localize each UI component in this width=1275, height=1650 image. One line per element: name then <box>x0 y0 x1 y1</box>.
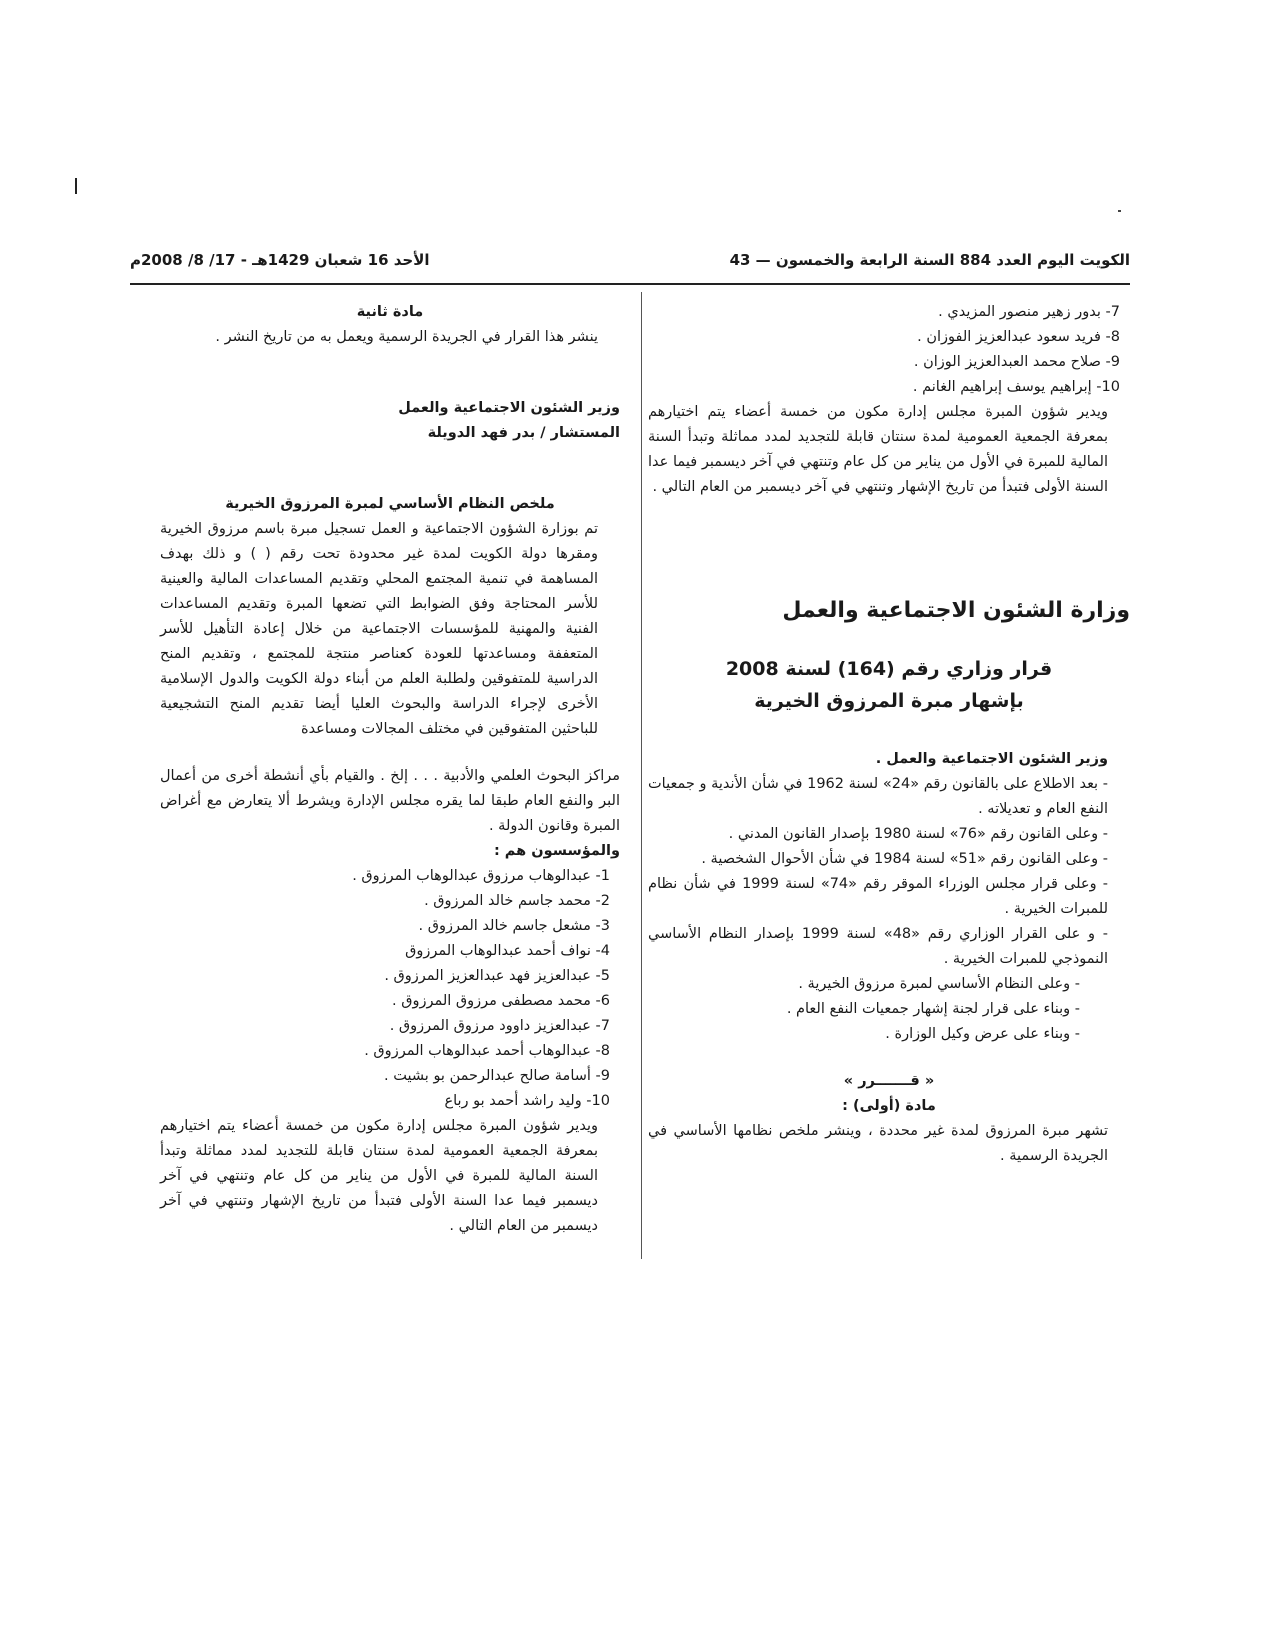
header-rule <box>130 283 1130 285</box>
member-item: 8- فريد سعود عبدالعزيز الفوزان . <box>917 329 1120 345</box>
founder-item: 7- عبدالعزيز داوود مرزوق المرزوق . <box>389 1018 610 1034</box>
scan-speck <box>1118 210 1121 212</box>
page-header <box>130 247 1130 273</box>
recital: - وعلى النظام الأساسي لمبرة مرزوق الخيرية . <box>798 976 1080 992</box>
header-date: الأحد 16 شعبان 1429هـ - 17/ 8/ 2008م <box>130 251 430 269</box>
signature-title: وزير الشئون الاجتماعية والعمل <box>398 400 620 416</box>
decides-heading: « قـــــــرر » <box>843 1073 935 1089</box>
board-paragraph: ويدير شؤون المبرة مجلس إدارة مكون من خمسة أعضاء يتم اختيارهم بمعرفة الجمعية العمومية لمدة سنتان قابلة للتجديد لمدد مماثلة وتبدأ السنة المالية للمبرة في الأول من يناير من كل عام وتنتهي في آخر ديسمبر فيما عدا السنة الأولى فتبدأ من تاريخ الإشهار وتنتهي في آخر ديسمبر من العام التالي . <box>648 404 1108 495</box>
summary-paragraph-continued: مراكز البحوث العلمي والأدبية . . . إلخ . والقيام بأي أنشطة أخرى من أعمال البر والنفع العام طبقا لما يقره مجلس الإدارة ويشرط ألا يتعارض مع أغراض المبرة وقانون الدولة . <box>160 768 620 834</box>
board-paragraph: ويدير شؤون المبرة مجلس إدارة مكون من خمسة أعضاء يتم اختيارهم بمعرفة الجمعية العمومية لمدة سنتان قابلة للتجديد لمدد مماثلة وتبدأ السنة المالية للمبرة في الأول من يناير من كل عام وتنتهي في آخر ديسمبر فيما عدا السنة الأولى فتبدأ من تاريخ الإشهار وتنتهي في آخر ديسمبر من العام التالي . <box>160 1118 598 1234</box>
founder-item: 9- أسامة صالح عبدالرحمن بو بشيت . <box>384 1068 610 1084</box>
founder-item: 1- عبدالوهاب مرزوق عبدالوهاب المرزوق . <box>352 868 610 884</box>
decision-subject: بإشهار مبرة المرزوق الخيرية <box>754 690 1024 712</box>
founders-title: والمؤسسون هم : <box>493 843 620 859</box>
column-divider <box>641 292 642 1259</box>
summary-paragraph: تم بوزارة الشؤون الاجتماعية و العمل تسجيل مبرة باسم مرزوق الخيرية ومقرها دولة الكويت لمدة غير محدودة تحت رقم ( ) و ذلك بهدف المساهمة في تنمية المجتمع المحلي وتقديم المساعدات المالية والعينية للأسر المحتاجة وفق الضوابط التي تضعها المبرة وتقديم المساعدات الفنية والمهنية للمؤسسات الاجتماعية من خلال إعادة التأهيل للأسر المتعففة ومساعدتها للعودة كعناصر منتجة للمجتمع ، وتقديم المنح الدراسية للمتفوقين ولطلبة العلم من أبناء دولة الكويت والدول الإسلامية الأخرى لإجراء الدراسة والبحوث العليا أيضا تقديم المنح التشجيعية للباحثين المتفوقين في مختلف المجالات ومساعدة <box>160 521 598 737</box>
summary-title: ملخص النظام الأساسي لمبرة المرزوق الخيرية <box>225 496 555 512</box>
founder-item: 5- عبدالعزيز فهد عبدالعزيز المرزوق . <box>384 968 610 984</box>
article2-title: مادة ثانية <box>356 304 424 320</box>
founder-item: 3- مشعل جاسم خالد المرزوق . <box>418 918 610 934</box>
recital: - وبناء على عرض وكيل الوزارة . <box>885 1026 1080 1042</box>
header-issue-info: الكويت اليوم العدد 884 السنة الرابعة والخمسون — 43 <box>729 251 1130 269</box>
article1-title: مادة (أولى) : <box>842 1098 936 1114</box>
ministry-heading: وزارة الشئون الاجتماعية والعمل <box>782 598 1130 623</box>
recital: - وعلى القانون رقم «51» لسنة 1984 في شأن الأحوال الشخصية . <box>701 851 1108 867</box>
founder-item: 2- محمد جاسم خالد المرزوق . <box>424 893 610 909</box>
recital: - وعلى قرار مجلس الوزراء الموقر رقم «74» لسنة 1999 في شأن نظام للمبرات الخيرية . <box>648 876 1108 917</box>
margin-mark <box>75 178 77 194</box>
recital: - وعلى القانون رقم «76» لسنة 1980 بإصدار القانون المدني . <box>728 826 1108 842</box>
recital: - بعد الاطلاع على بالقانون رقم «24» لسنة 1962 في شأن الأندية و جمعيات النفع العام و تعديلاته . <box>648 776 1108 817</box>
article2-body: ينشر هذا القرار في الجريدة الرسمية ويعمل به من تاريخ النشر . <box>215 329 598 345</box>
decision-number: قرار وزاري رقم (164) لسنة 2008 <box>725 658 1053 680</box>
minister-intro: وزير الشئون الاجتماعية والعمل . <box>875 751 1108 767</box>
right-column <box>648 300 1130 1169</box>
article1-body: تشهر مبرة المرزوق لمدة غير محددة ، وينشر ملخص نظامها الأساسي في الجريدة الرسمية . <box>648 1123 1108 1164</box>
founder-item: 4- نواف أحمد عبدالوهاب المرزوق <box>405 943 610 959</box>
founder-item: 10- وليد راشد أحمد بو رباع <box>444 1093 610 1109</box>
signature-name: المستشار / بدر فهد الدويلة <box>427 425 620 441</box>
founder-item: 8- عبدالوهاب أحمد عبدالوهاب المرزوق . <box>364 1043 610 1059</box>
recital: - وبناء على قرار لجنة إشهار جمعيات النفع العام . <box>786 1001 1080 1017</box>
left-column <box>160 300 620 1239</box>
recital: - و على القرار الوزاري رقم «48» لسنة 1999 بإصدار النظام الأساسي النموذجي للمبرات الخيرية . <box>648 926 1109 967</box>
member-item: 7- بدور زهير منصور المزيدي . <box>938 304 1120 320</box>
member-item: 10- إبراهيم يوسف إبراهيم الغانم . <box>912 379 1120 395</box>
decision-title <box>648 653 1130 717</box>
member-item: 9- صلاح محمد العبدالعزيز الوزان . <box>913 354 1120 370</box>
founder-item: 6- محمد مصطفى مرزوق المرزوق . <box>391 993 610 1009</box>
